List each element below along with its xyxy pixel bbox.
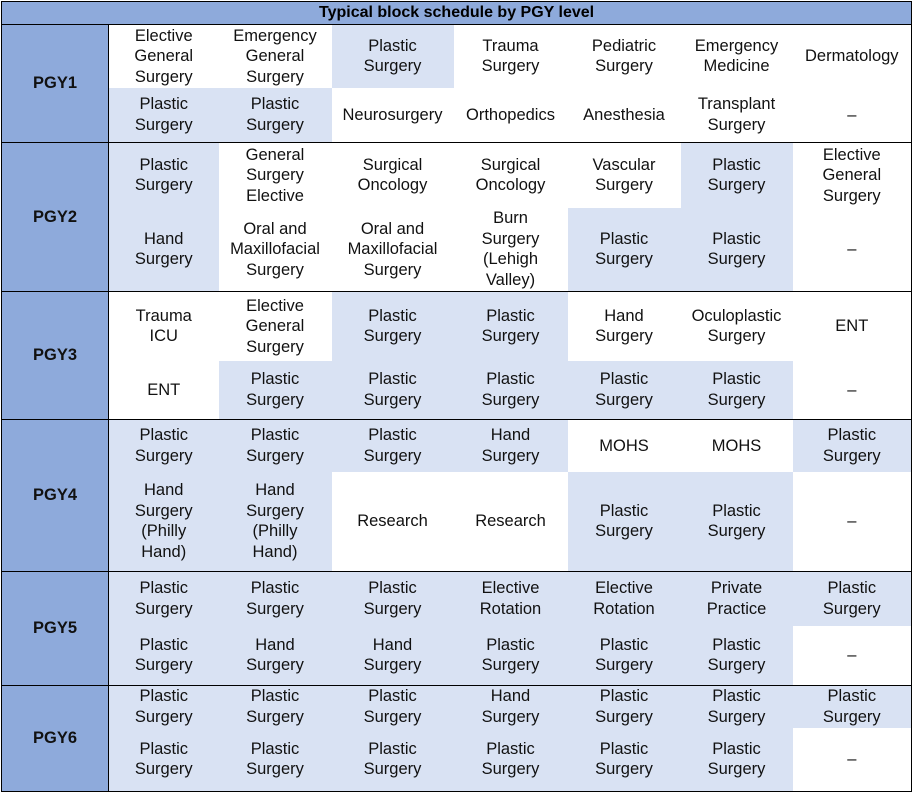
schedule-table (1, 1, 912, 792)
rotation-cell: Plastic Surgery (568, 472, 681, 572)
rotation-cell: Hand Surgery (454, 420, 568, 472)
rotation-cell: Surgical Oncology (332, 143, 454, 208)
rotation-cell: Research (357, 512, 428, 530)
rotation-cell: Plastic Surgery (681, 686, 793, 728)
rotation-cell: Plastic Surgery (219, 686, 332, 728)
rotation-cell: Plastic Surgery (681, 472, 793, 572)
rotation-cell: Plastic Surgery (332, 292, 454, 361)
rotation-cell: Private Practice (681, 572, 793, 626)
rotation-cell: Hand Surgery (568, 292, 681, 361)
pgy-level-label: PGY3 (2, 292, 109, 420)
pgy-level-label: PGY4 (2, 420, 109, 572)
table-row (2, 472, 912, 572)
rotation-cell: – (847, 240, 857, 258)
rotation-cell: – (847, 646, 857, 664)
rotation-cell: Elective General Surgery (793, 143, 912, 208)
rotation-cell: Elective General Surgery (109, 25, 219, 88)
pgy-level-label: PGY2 (2, 143, 109, 292)
rotation-cell: – (847, 512, 857, 530)
rotation-cell: Plastic Surgery (219, 420, 332, 472)
rotation-cell: – (847, 750, 857, 768)
rotation-cell: Plastic Surgery (681, 208, 793, 292)
pgy-level-label: PGY6 (2, 686, 109, 792)
table-row (2, 686, 912, 728)
table-row (2, 292, 912, 361)
rotation-cell: Plastic Surgery (454, 626, 568, 686)
rotation-cell: Elective Rotation (568, 572, 681, 626)
rotation-cell: Plastic Surgery (681, 143, 793, 208)
rotation-cell: Plastic Surgery (332, 420, 454, 472)
rotation-cell: Plastic Surgery (219, 88, 332, 143)
table-row (2, 208, 912, 292)
rotation-cell: Plastic Surgery (568, 208, 681, 292)
rotation-cell: Anesthesia (583, 105, 665, 124)
table-row (2, 25, 912, 88)
rotation-cell: Plastic Surgery (568, 626, 681, 686)
rotation-cell: Elective Rotation (454, 572, 568, 626)
rotation-cell: Burn Surgery (Lehigh Valley) (481, 209, 540, 289)
rotation-cell: Plastic Surgery (332, 686, 454, 728)
rotation-cell: Plastic Surgery (219, 728, 332, 792)
rotation-cell: Research (475, 512, 546, 530)
rotation-cell: Plastic Surgery (109, 420, 219, 472)
rotation-cell: ENT (793, 292, 912, 361)
rotation-cell: Plastic Surgery (568, 361, 681, 420)
rotation-cell: Plastic Surgery (681, 728, 793, 792)
rotation-cell: Plastic Surgery (109, 686, 219, 728)
rotation-cell: Emergency General Surgery (219, 25, 332, 88)
rotation-cell: Plastic Surgery (681, 626, 793, 686)
rotation-cell: Oculoplastic Surgery (681, 292, 793, 361)
rotation-cell: Hand Surgery (219, 626, 332, 686)
rotation-cell: MOHS (681, 420, 793, 472)
rotation-cell: Plastic Surgery (332, 572, 454, 626)
rotation-cell: Plastic Surgery (454, 728, 568, 792)
rotation-cell: Hand Surgery (454, 686, 568, 728)
rotation-cell: Surgical Oncology (454, 143, 568, 208)
rotation-cell: Plastic Surgery (681, 361, 793, 420)
rotation-cell: Dermatology (793, 25, 912, 88)
rotation-cell: Plastic Surgery (109, 728, 219, 792)
table-row (2, 572, 912, 626)
rotation-cell: Plastic Surgery (454, 361, 568, 420)
rotation-cell: Plastic Surgery (109, 572, 219, 626)
table-title: Typical block schedule by PGY level (2, 2, 912, 25)
schedule-body (2, 25, 912, 792)
rotation-cell: Oral and Maxillofacial Surgery (230, 219, 320, 279)
table-row (2, 728, 912, 792)
rotation-cell: – (847, 105, 857, 124)
table-row (2, 88, 912, 143)
rotation-cell: ENT (147, 380, 181, 399)
rotation-cell: Oral and Maxillofacial Surgery (347, 219, 438, 279)
rotation-cell: MOHS (568, 420, 681, 472)
rotation-cell: Hand Surgery (Philly Hand) (109, 472, 219, 572)
rotation-cell: Pediatric Surgery (568, 25, 681, 88)
rotation-cell: Plastic Surgery (109, 88, 219, 143)
pgy-level-label: PGY1 (2, 25, 109, 143)
rotation-cell: Plastic Surgery (332, 25, 454, 88)
table-row (2, 626, 912, 686)
table-row (2, 143, 912, 208)
rotation-cell: Trauma ICU (109, 292, 219, 361)
rotation-cell: Orthopedics (466, 105, 555, 124)
rotation-cell: Plastic Surgery (219, 361, 332, 420)
rotation-cell: Hand Surgery (Philly Hand) (219, 472, 332, 572)
rotation-cell: – (847, 380, 857, 399)
rotation-cell: Plastic Surgery (568, 686, 681, 728)
rotation-cell: Trauma Surgery (454, 25, 568, 88)
rotation-cell: Vascular Surgery (568, 143, 681, 208)
rotation-cell: Plastic Surgery (219, 572, 332, 626)
rotation-cell: Plastic Surgery (109, 626, 219, 686)
rotation-cell: Hand Surgery (332, 626, 454, 686)
table-row (2, 361, 912, 420)
rotation-cell: Plastic Surgery (793, 420, 912, 472)
rotation-cell: Transplant Surgery (697, 95, 776, 134)
pgy-level-label: PGY5 (2, 572, 109, 686)
rotation-cell: Neurosurgery (342, 105, 443, 124)
rotation-cell: Plastic Surgery (568, 728, 681, 792)
rotation-cell: Plastic Surgery (793, 686, 912, 728)
rotation-cell: Plastic Surgery (793, 572, 912, 626)
rotation-cell: Plastic Surgery (332, 361, 454, 420)
rotation-cell: Plastic Surgery (332, 728, 454, 792)
rotation-cell: Plastic Surgery (454, 292, 568, 361)
rotation-cell: General Surgery Elective (219, 143, 332, 208)
rotation-cell: Elective General Surgery (219, 292, 332, 361)
rotation-cell: Hand Surgery (109, 208, 219, 292)
rotation-cell: Emergency Medicine (681, 25, 793, 88)
rotation-cell: Plastic Surgery (109, 143, 219, 208)
table-row (2, 420, 912, 472)
